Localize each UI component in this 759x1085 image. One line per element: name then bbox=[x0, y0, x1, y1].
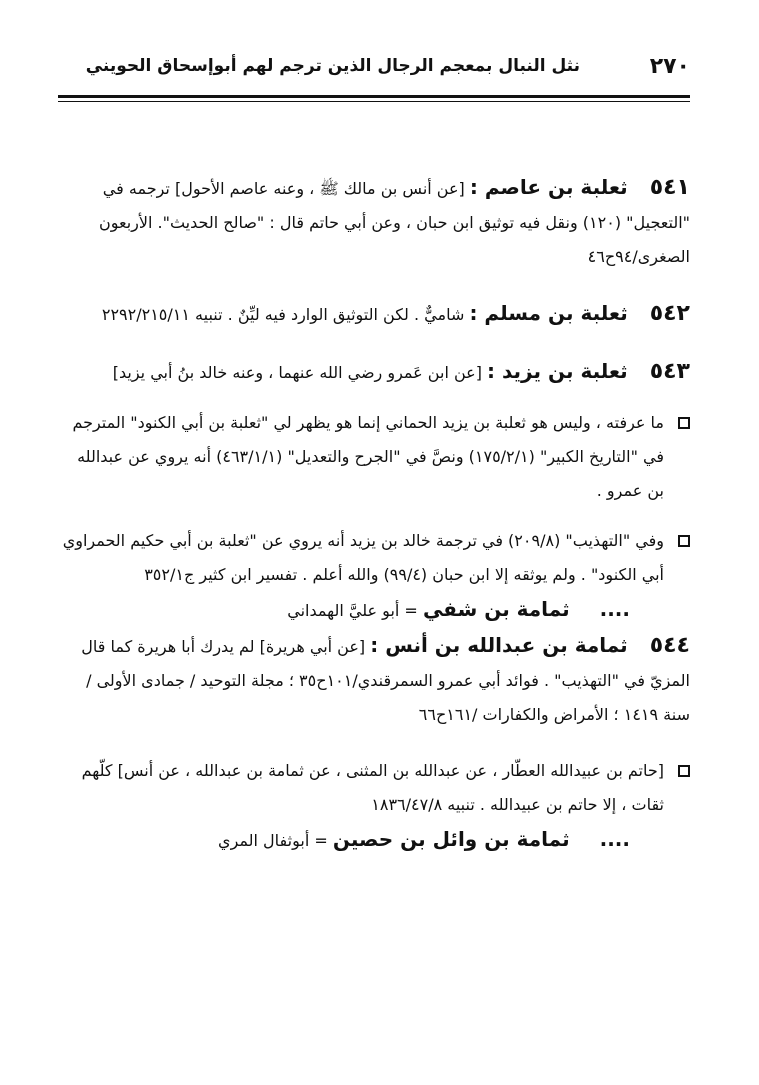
entry-text: شاميٌّ . لكن التوثيق الوارد فيه ليِّنٌ . تنبيه ٢٢٩٢/٢١٥/١١ bbox=[101, 305, 465, 324]
entry-name: ثعلبة بن عاصم : bbox=[469, 175, 628, 199]
crossref-thumama-bin-wail bbox=[58, 822, 690, 858]
square-bullet-icon bbox=[678, 417, 690, 429]
crossref-dots: .... bbox=[599, 827, 630, 851]
entry-number: ٥٤١ bbox=[649, 175, 690, 200]
entry-name: ثمامة بن عبدالله بن أنس : bbox=[370, 633, 628, 657]
note-text: وفي "التهذيب" (٢٠٩/٨) في ترجمة خالد بن يزيد أنه يروي عن "ثعلبة بن أبي حكيم الحمراوي أبي الكنود" . ولم يوثقه إلا ابن حبان (٩٩/٤) والله أعلم . تفسير ابن كثير ج٣٥٢/١ bbox=[62, 531, 664, 584]
crossref-dots: .... bbox=[599, 597, 630, 621]
entry-text: [عن أبي هريرة] لم يدرك أبا هريرة كما قال المزيّ في "التهذيب" . فوائد أبي عمرو السمرقندي/١٠١ح٣٥ ؛ مجلة التوحيد / جمادى الأولى / سنة ١٤١٩ ؛ الأمراض والكفارات /١٦١ح٦٦ bbox=[81, 637, 690, 724]
entry-text: [عن أنس بن مالك ﷺ ، وعنه عاصم الأحول] ترجمه في "التعجيل" (١٢٠) ونقل فيه توثيق ابن حبان ، وعن أبي حاتم قال : "صالح الحديث". الأربعون الصغرى/٩٤ح٤٦ bbox=[98, 179, 690, 266]
header-rule bbox=[58, 95, 690, 98]
entry-number: ٥٤٤ bbox=[649, 633, 690, 658]
crossref-name: ثمامة بن شفي bbox=[422, 597, 570, 621]
entry-541 bbox=[58, 170, 690, 274]
note-item bbox=[58, 754, 690, 822]
note-item bbox=[58, 406, 690, 508]
entry-542 bbox=[58, 296, 690, 332]
entry-text: [عن ابن عَمرو رضي الله عنهما ، وعنه خالد بنُ أبي يزيد] bbox=[112, 363, 482, 382]
entry-name: ثعلبة بن يزيد : bbox=[487, 359, 628, 383]
square-bullet-icon bbox=[678, 765, 690, 777]
note-item bbox=[58, 524, 690, 592]
entry-number: ٥٤٣ bbox=[649, 359, 690, 384]
note-text: [حاتم بن عبيدالله العطّار ، عن عبدالله بن المثنى ، عن ثمامة بن عبدالله ، عن أنس] كلّهم ثقات ، إلا حاتم بن عبيدالله . تنبيه ١٨٣٦/٤٧/٨ bbox=[81, 761, 664, 814]
crossref-text: = أبو عليَّ الهمداني bbox=[287, 601, 418, 620]
crossref-name: ثمامة بن وائل بن حصين bbox=[332, 827, 570, 851]
page-header bbox=[58, 52, 690, 88]
entry-543 bbox=[58, 354, 690, 390]
page-number: ٢٧٠ bbox=[649, 54, 690, 79]
entry-number: ٥٤٢ bbox=[649, 301, 690, 326]
crossref-text: = أبوثفال المري bbox=[218, 831, 328, 850]
page-body bbox=[58, 170, 690, 858]
entry-544 bbox=[58, 628, 690, 732]
note-text: ما عرفته ، وليس هو ثعلبة بن يزيد الحماني إنما هو يظهر لي "ثعلبة بن أبي الكنود" المترجم في "التاريخ الكبير" (١٧٥/٢/١) ونصَّ في "الجرح والتعديل" (٤٦٣/١/١) أنه يروي عن عبدالله بن عمرو . bbox=[72, 413, 664, 500]
running-title: نثل النبال بمعجم الرجال الذين ترجم لهم أبوإسحاق الحويني bbox=[85, 56, 580, 76]
square-bullet-icon bbox=[678, 535, 690, 547]
entry-name: ثعلبة بن مسلم : bbox=[469, 301, 628, 325]
crossref-thumama-bin-shufay bbox=[58, 592, 690, 628]
header-rule-thin bbox=[58, 101, 690, 102]
